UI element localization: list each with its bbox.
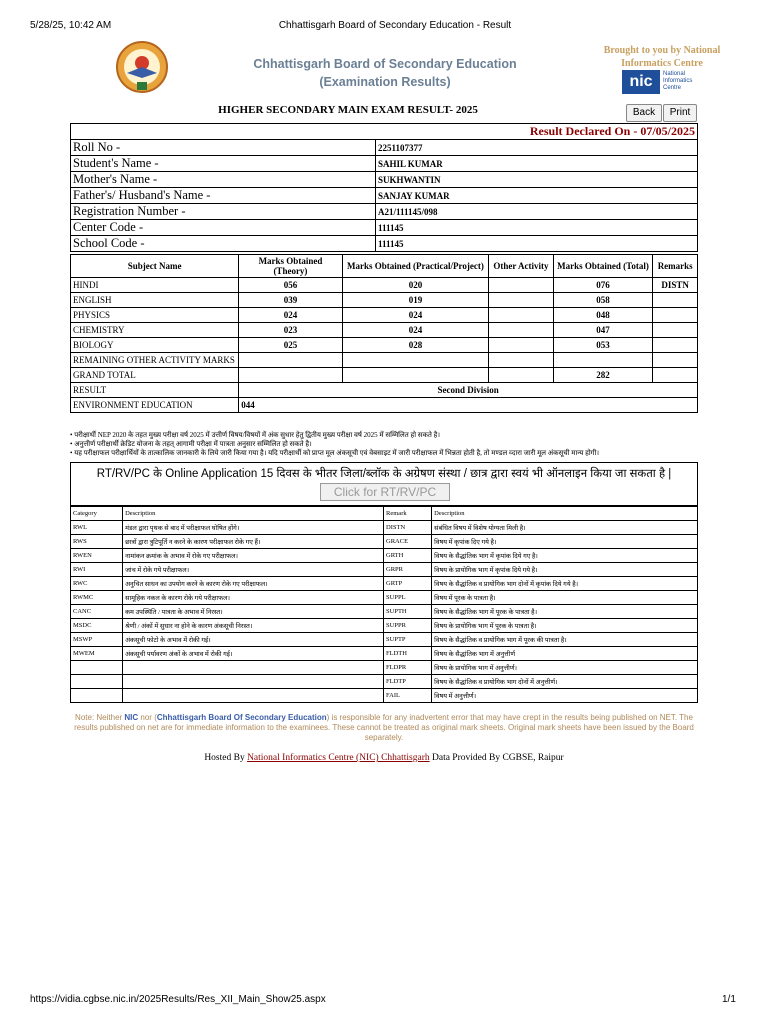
marks-cell-theory: 023: [239, 323, 342, 338]
legend-table: [70, 506, 698, 703]
hosted-label: Hosted By: [204, 753, 248, 763]
legend-row: [71, 549, 698, 563]
legend-cell-rdesc: विषय के प्रायोगिक भाग में अनुत्तीर्ण।: [432, 661, 698, 675]
marks-cell-total: 076: [553, 278, 653, 293]
cgbse-logo: [115, 40, 169, 96]
marks-row: [71, 278, 698, 293]
student-field-label: Father's/ Husband's Name -: [71, 188, 376, 204]
student-row: [71, 156, 698, 172]
marks-row: [71, 368, 698, 383]
student-row: [71, 236, 698, 252]
marks-cell-other: [489, 278, 553, 293]
legend-row: [71, 521, 698, 535]
marks-cell-remarks: [653, 323, 698, 338]
legend-cell-cat: RWMC: [71, 591, 123, 605]
disclaimer-cgbse: Chhattisgarh Board Of Secondary Education: [156, 713, 327, 722]
marks-cell-practical: 020: [342, 278, 489, 293]
rtrv-box: [70, 462, 698, 506]
legend-cell-rdesc: विषय के सैद्धांतिक व प्रायोगिक भाग दोनों में अनुत्तीर्ण।: [432, 675, 698, 689]
legend-cell-cat: RWEN: [71, 549, 123, 563]
marks-cell-total: 058: [553, 293, 653, 308]
board-title-line1: Chhattisgarh Board of Secondary Education: [253, 57, 517, 71]
result-declared-date: Result Declared On - 07/05/2025: [71, 124, 698, 140]
back-button[interactable]: Back: [626, 104, 662, 122]
print-tab-title: Chhattisgarh Board of Secondary Education - Result: [278, 20, 512, 31]
marks-cell-subject: GRAND TOTAL: [71, 368, 239, 383]
marks-cell-practical: 028: [342, 338, 489, 353]
student-field-label: Mother's Name -: [71, 172, 376, 188]
marks-cell-other: [489, 293, 553, 308]
student-field-value: SAHIL KUMAR: [376, 156, 698, 172]
legend-cell-rem: SUPPL: [384, 591, 432, 605]
legend-row: [71, 577, 698, 591]
student-field-value: 2251107377: [376, 140, 698, 156]
legend-cell-cdesc: अंकसूची पर्यावरण अंकों के अभाव में रोकी गई।: [123, 647, 384, 661]
marks-row: [71, 293, 698, 308]
marks-row: [71, 323, 698, 338]
marks-cell-subject: HINDI: [71, 278, 239, 293]
legend-cell-cdesc: सामूहिक नकल के कारण रोके गये परीक्षाफल।: [123, 591, 384, 605]
student-row: [71, 204, 698, 220]
disclaimer-nic: NIC: [124, 713, 139, 722]
legend-cell-rdesc: विषय के सैद्धांतिक भाग में पूरक के पात्रता है।: [432, 605, 698, 619]
legend-cell-cdesc: नामांकन क्रमांक के अभाव में रोके गए परीक्षाफल।: [123, 549, 384, 563]
legend-cell-rdesc: विषय के सैद्धांतिक व प्रायोगिक भाग दोनों में कृपांक दिये गये है।: [432, 577, 698, 591]
marks-cell-theory: 025: [239, 338, 342, 353]
student-field-value: A21/111145/098: [376, 204, 698, 220]
student-row: [71, 188, 698, 204]
board-title: [230, 55, 540, 91]
legend-cell-rem: FLDPR: [384, 661, 432, 675]
marks-cell-total: 047: [553, 323, 653, 338]
legend-row: [71, 633, 698, 647]
note-item: • परीक्षार्थी NEP 2020 के तहत मुख्य परीक्षा वर्ष 2025 में उत्तीर्ण विषय/विषयों में अंक सुधार हेतु द्वितीय मुख्य परीक्षा वर्ष 2025 में सम्मिलित हो सकते है।: [70, 431, 440, 439]
notes-block: [70, 431, 700, 458]
legend-cell-cat: [71, 689, 123, 703]
legend-row: [71, 689, 698, 703]
disclaimer-b: nor (: [138, 713, 157, 722]
marks-cell-theory: 039: [239, 293, 342, 308]
marks-cell-practical: 019: [342, 293, 489, 308]
legend-cell-cdesc: [123, 661, 384, 675]
legend-row: [71, 647, 698, 661]
marks-row: [71, 353, 698, 368]
marks-row: [71, 338, 698, 353]
marks-cell-total: 053: [553, 338, 653, 353]
legend-cell-rdesc: विषय के प्रायोगिक भाग में पूरक के पात्रता है।: [432, 619, 698, 633]
student-row: [71, 140, 698, 156]
legend-cell-rdesc: विषय के सैद्धांतिक व प्रायोगिक भाग में पूरक की पात्रता है।: [432, 633, 698, 647]
board-title-line2: (Examination Results): [319, 75, 451, 89]
student-field-label: School Code -: [71, 236, 376, 252]
legend-cell-cat: RWS: [71, 535, 123, 549]
print-timestamp: 5/28/25, 10:42 AM: [30, 20, 112, 31]
result-value: Second Division: [239, 383, 698, 398]
legend-cell-cat: [71, 661, 123, 675]
marks-cell-practical: 024: [342, 323, 489, 338]
legend-cell-rem: FLDTH: [384, 647, 432, 661]
legend-cell-cdesc: [123, 689, 384, 703]
nic-line2: Informatics: [663, 78, 693, 84]
marks-cell-practical: [342, 353, 489, 368]
marks-cell-other: [489, 308, 553, 323]
legend-cell-cat: MSWP: [71, 633, 123, 647]
legend-cell-rdesc: विषय में पूरक के पात्रता है।: [432, 591, 698, 605]
legend-row: [71, 605, 698, 619]
disclaimer-a: Note: Neither: [75, 713, 125, 722]
legend-cell-cat: RWI: [71, 563, 123, 577]
student-field-value: 111145: [376, 220, 698, 236]
student-field-value: SANJAY KUMAR: [376, 188, 698, 204]
marks-cell-remarks: DISTN: [653, 278, 698, 293]
legend-cell-cat: [71, 675, 123, 689]
nic-logo: nic National Informatics Centre: [622, 70, 702, 94]
marks-cell-theory: [239, 368, 342, 383]
legend-cell-rdesc: विषय के सैद्धांतिक भाग में कृपांक दिये गए है।: [432, 549, 698, 563]
legend-cell-rdesc: विषय के सैद्धांतिक भाग में अनुत्तीर्ण: [432, 647, 698, 661]
marks-cell-theory: [239, 353, 342, 368]
marks-cell-theory: 056: [239, 278, 342, 293]
legend-cell-rem: GRACE: [384, 535, 432, 549]
legend-cell-rdesc: संबंधित विषय में विशेष योग्यता मिली है।: [432, 521, 698, 535]
marks-cell-subject: REMAINING OTHER ACTIVITY MARKS: [71, 353, 239, 368]
legend-cell-cdesc: मंडल द्वारा पृथक से बाद में परीक्षाफल घोषित होंगे।: [123, 521, 384, 535]
marks-column-header: Subject Name: [71, 255, 239, 278]
marks-cell-subject: PHYSICS: [71, 308, 239, 323]
legend-row: [71, 675, 698, 689]
marks-cell-other: [489, 338, 553, 353]
legend-cell-cat: MWEM: [71, 647, 123, 661]
legend-cell-cdesc: अंकसूची फोटो के अभाव में रोकी गई।: [123, 633, 384, 647]
print-button[interactable]: Print: [663, 104, 697, 122]
env-edu-label: ENVIRONMENT EDUCATION: [71, 398, 239, 413]
legend-cell-cat: CANC: [71, 605, 123, 619]
legend-cell-rem: SUPPR: [384, 619, 432, 633]
note-item: • यह परीक्षाफल परीक्षार्थियों के तात्कालिक जानकारी के लिये जारी किया गया है। यदि परीक्षार्थी को प्राप्त मूल अंकसूची एवं वेबसाइट में जारी परीक्षाफल में भिन्नता होती है, तो मण्डल व्दारा जारी मूल अंकसूची मान्य होगी।: [70, 449, 600, 457]
marks-cell-theory: 024: [239, 308, 342, 323]
legend-cell-rem: SUPTH: [384, 605, 432, 619]
marks-cell-remarks: [653, 308, 698, 323]
marks-cell-other: [489, 368, 553, 383]
legend-cell-rdesc: विषय में कृपांक दिए गये है।: [432, 535, 698, 549]
marks-column-header: Other Activity: [489, 255, 553, 278]
data-provided: Data Provided By CGBSE, Raipur: [429, 753, 564, 763]
rtrv-button[interactable]: Click for RT/RV/PC: [320, 483, 450, 501]
legend-column-header: Category: [71, 507, 123, 521]
legend-row: [71, 661, 698, 675]
result-table: [70, 123, 698, 252]
result-label: RESULT: [71, 383, 239, 398]
note-item: • अनुत्तीर्ण परीक्षार्थी क्रेडिट योजना के तहत् आगामी परीक्षा में पात्रता अनुसार सम्मिलित हो सकते है।: [70, 440, 312, 448]
legend-column-header: Remark: [384, 507, 432, 521]
student-field-label: Registration Number -: [71, 204, 376, 220]
marks-cell-remarks: [653, 338, 698, 353]
env-edu-value: 044: [239, 398, 698, 413]
marks-cell-subject: BIOLOGY: [71, 338, 239, 353]
legend-cell-cat: MSDC: [71, 619, 123, 633]
legend-cell-cat: RWC: [71, 577, 123, 591]
legend-cell-rem: FLDTP: [384, 675, 432, 689]
exam-title: HIGHER SECONDARY MAIN EXAM RESULT- 2025: [218, 104, 478, 116]
legend-cell-rem: SUPTP: [384, 633, 432, 647]
marks-column-header: Marks Obtained (Practical/Project): [342, 255, 489, 278]
marks-cell-other: [489, 353, 553, 368]
student-field-value: 111145: [376, 236, 698, 252]
legend-cell-rem: GRTP: [384, 577, 432, 591]
marks-cell-subject: CHEMISTRY: [71, 323, 239, 338]
marks-cell-other: [489, 323, 553, 338]
student-row: [71, 220, 698, 236]
marks-cell-total: [553, 353, 653, 368]
legend-cell-rem: FAIL: [384, 689, 432, 703]
legend-cell-rem: GRPR: [384, 563, 432, 577]
marks-column-header: Marks Obtained (Theory): [239, 255, 342, 278]
legend-cell-cat: RWL: [71, 521, 123, 535]
nic-line1: National: [663, 71, 686, 77]
legend-cell-rem: GRTH: [384, 549, 432, 563]
student-field-label: Roll No -: [71, 140, 376, 156]
marks-cell-remarks: [653, 353, 698, 368]
marks-cell-practical: 024: [342, 308, 489, 323]
disclaimer-c: ) is responsible for any inadvertent error that may have crept in the results being published on NET. The results published on net are for immediate information to the examinees. These cannot be treated as original mark sheets. Original mark sheets have been issued by the Board separately.: [74, 713, 694, 742]
disclaimer: [70, 713, 698, 743]
print-url: https://vidia.cgbse.nic.in/2025Results/Res_XII_Main_Show25.aspx: [30, 994, 326, 1005]
marks-cell-remarks: [653, 368, 698, 383]
legend-column-header: Description: [432, 507, 698, 521]
marks-table: [70, 254, 698, 413]
hosted-by: [70, 753, 698, 763]
legend-cell-cdesc: अनुचित साधन का उपयोग करने के कारण रोके गए परीक्षाफल।: [123, 577, 384, 591]
legend-row: [71, 535, 698, 549]
nic-line3: Centre: [663, 85, 682, 91]
marks-column-header: Marks Obtained (Total): [553, 255, 653, 278]
student-field-value: SUKHWANTIN: [376, 172, 698, 188]
rtrv-heading: RT/RV/PC के Online Application 15 दिवस के भीतर जिला/ब्लॉक के अग्रेषण संस्था / छात्र द्वारा स्वयं भी ऑनलाइन किया जा सकता है |: [96, 468, 672, 480]
marks-column-header: Remarks: [653, 255, 698, 278]
legend-cell-cdesc: कम उपस्थिति / पात्रता के अभाव में निरस्त।: [123, 605, 384, 619]
marks-cell-total: 048: [553, 308, 653, 323]
brought-by-link[interactable]: Brought to you by National Informatics Centre: [603, 45, 721, 69]
marks-cell-total: 282: [553, 368, 653, 383]
marks-cell-practical: [342, 368, 489, 383]
student-row: [71, 172, 698, 188]
legend-row: [71, 591, 698, 605]
legend-cell-cdesc: जांच में रोके गये परीक्षाफल।: [123, 563, 384, 577]
legend-cell-cdesc: श्रेणी / अंकों में सुधार ना होने के कारण अंकसूची निरस्त।: [123, 619, 384, 633]
marks-cell-remarks: [653, 293, 698, 308]
legend-row: [71, 619, 698, 633]
print-page-number: 1/1: [722, 994, 736, 1005]
legend-cell-rdesc: विषय में अनुत्तीर्ण।: [432, 689, 698, 703]
legend-cell-rem: DISTN: [384, 521, 432, 535]
legend-row: [71, 563, 698, 577]
legend-cell-cdesc: छात्रों द्वारा त्रुटिपूर्ति न करने के कारण परीक्षाफल रोके गए हैं।: [123, 535, 384, 549]
legend-cell-rdesc: विषय के प्रायोगिक भाग में कृपांक दिये गये है।: [432, 563, 698, 577]
marks-cell-subject: ENGLISH: [71, 293, 239, 308]
legend-cell-cdesc: [123, 675, 384, 689]
student-field-label: Student's Name -: [71, 156, 376, 172]
nic-cg-link[interactable]: National Informatics Centre (NIC) Chhattisgarh: [247, 753, 430, 763]
student-field-label: Center Code -: [71, 220, 376, 236]
marks-row: [71, 308, 698, 323]
legend-column-header: Description: [123, 507, 384, 521]
